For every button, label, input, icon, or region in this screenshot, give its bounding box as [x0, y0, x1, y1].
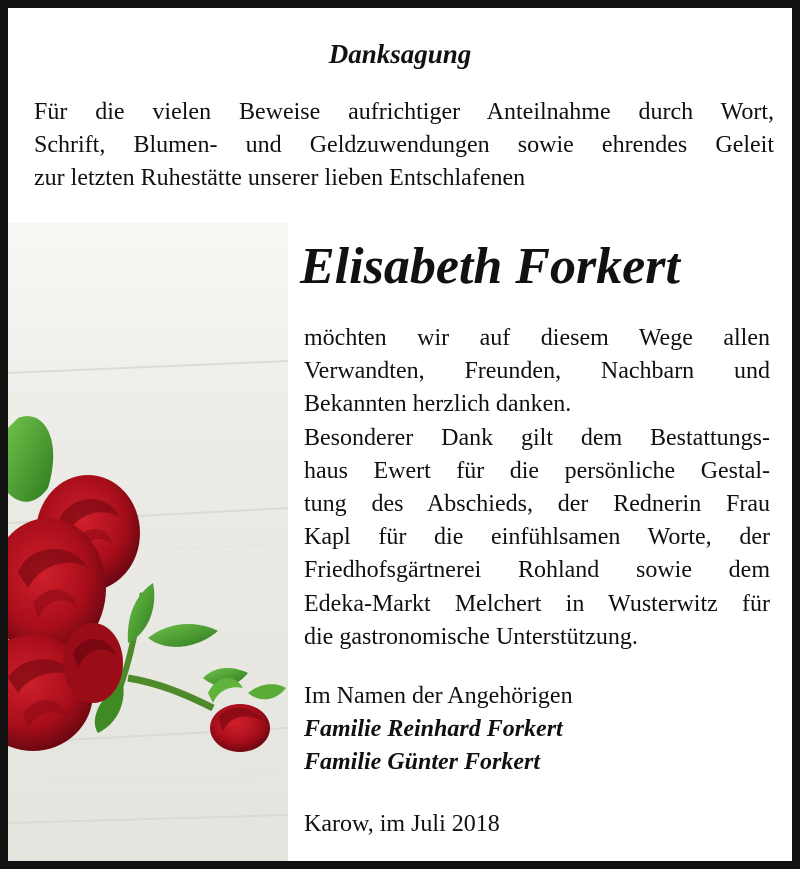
body-line: Edeka-Markt Melchert in Wusterwitz für [304, 590, 770, 617]
intro-line: zur letzten Ruhestätte unserer lieben Entschlafenen [34, 165, 526, 191]
body-line: tung des Abschieds, der Rednerin Frau [304, 491, 770, 518]
signature-block [304, 680, 770, 779]
intro-line: Für die vielen Beweise aufrichtiger Anteilnahme durch Wort, [34, 99, 774, 125]
thanks-paragraph [304, 322, 770, 654]
deceased-name: Elisabeth Forkert [300, 238, 680, 295]
heading: Danksagung [328, 39, 472, 69]
signature-intro: Im Namen der Angehörigen [304, 683, 573, 709]
body-line: Kapl für die einfühlsamen Worte, der [304, 524, 770, 551]
body-line: Friedhofsgärtnerei Rohland sowie dem [304, 557, 770, 584]
intro-paragraph [34, 96, 774, 195]
body-line: Verwandten, Freunden, Nachbarn und [304, 358, 770, 385]
place-date: Karow, im Juli 2018 [304, 811, 500, 837]
red-roses-illustration [8, 223, 288, 869]
roses-photo [8, 223, 288, 869]
family-name: Familie Reinhard Forkert [304, 716, 563, 742]
body-line: die gastronomische Unterstützung. [304, 623, 638, 650]
body-line: Besonderer Dank gilt dem Bestattungs- [304, 424, 770, 451]
body-line: Bekannten herzlich danken. [304, 391, 572, 418]
body-line: möchten wir auf diesem Wege allen [304, 325, 770, 351]
intro-line: Schrift, Blumen- und Geldzuwendungen sowie ehrendes Geleit [34, 132, 774, 158]
family-name: Familie Günter Forkert [304, 749, 541, 775]
body-line: haus Ewert für die persönliche Gestal- [304, 457, 770, 484]
